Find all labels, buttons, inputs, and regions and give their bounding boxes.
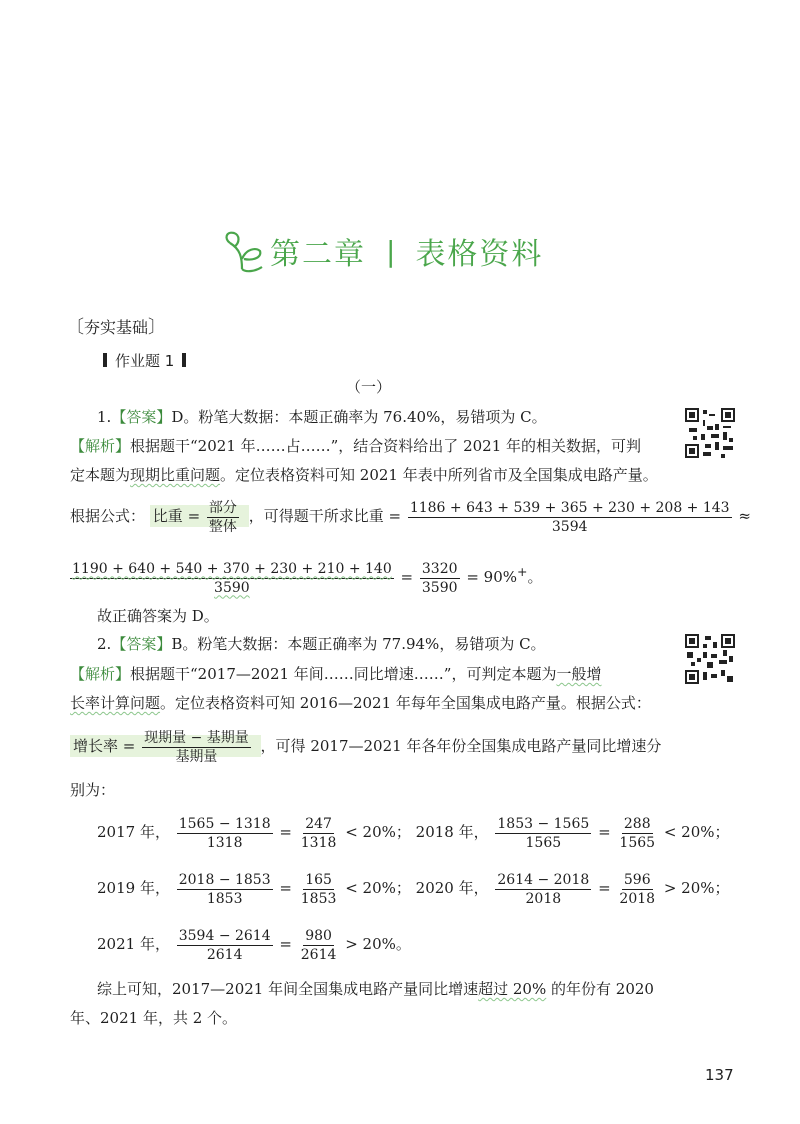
q2-analysis-line-1: 【解析】根据题干“2017—2021 年间……同比增速……”，可判定本题为一般增 — [70, 665, 602, 683]
analysis-tag: 【解析】 — [70, 665, 131, 683]
fraction-result: $\frac{3320}{3590}$ — [421, 560, 458, 596]
sprout-icon — [222, 229, 266, 273]
answer-tag: 【答案】 — [111, 408, 172, 426]
homework-marker-right — [182, 353, 186, 367]
q1-analysis-line-2: 定本题为现期比重问题。定位表格资料可知 2021 年表中所列省市及全国集成电路产量。 — [70, 466, 658, 484]
q1-formula-line: 根据公式： 比重 = $\frac{\text{部分}}{\text{整体}}$ ，可得题干所求比重 = $\frac{1186 + 643 + 539 + 365 + 230 + 208 + 143}{3594}$ ≈ — [70, 499, 751, 535]
section-heading — [66, 313, 166, 339]
page-number: 137 — [705, 1066, 734, 1084]
qr-code-icon — [685, 408, 735, 458]
q2-answer-line: 2.【答案】B。粉笔大数据：本题正确率为 77.94%，易错项为 C。 — [97, 635, 546, 653]
q1-problem-type: 现期比重问题 — [130, 466, 221, 484]
q2-summary-line-1: 综上可知，2017—2021 年间全国集成电路产量同比增速超过 20% 的年份有 2020 — [97, 980, 654, 998]
q2-summary-line-2: 年、2021 年，共 2 个。 — [70, 1009, 238, 1027]
analysis-tag: 【解析】 — [70, 437, 131, 455]
chapter-number: 第二章 — [270, 237, 366, 272]
q1-estimate-line: $\frac{1190 + 640 + 540 + 370 + 230 + 210 + 140}{3590}$ = $\frac{3320}{3590}$ = 90%+。 — [72, 560, 543, 596]
homework-marker-left — [103, 353, 107, 367]
calc-row: 2017 年， $\frac{1565 - 1318}{1318}$ = $\frac{247}{1318}$ < 20%； 2018 年， $\frac{1853 - 1565}{1565}$ = $\frac{288}{1565}$ < 20%； — [97, 815, 730, 851]
homework-heading — [95, 350, 194, 371]
q2-problem-type-start: 一般增 — [556, 665, 602, 683]
section-bracket-close: 〕 — [148, 317, 167, 338]
chapter-title: 表格资料 — [415, 237, 544, 272]
ratio-formula: 比重 = $\frac{\text{部分}}{\text{整体}}$ — [150, 505, 249, 527]
answer-tag: 【答案】 — [111, 635, 172, 653]
q1-analysis-line-1: 【解析】根据题干“2021 年……占……”，结合资料给出了 2021 年的相关数据，可判 — [70, 437, 642, 455]
chapter-header — [222, 226, 543, 276]
q1-answer-line: 1.【答案】D。粉笔大数据：本题正确率为 76.40%，易错项为 C。 — [97, 408, 547, 426]
q2-line-5: 别为： — [70, 781, 116, 799]
q2-formula-line: 增长率 = $\frac{\text{现期量 − 基期量}}{\text{基期量}}$ ，可得 2017—2021 年各年份全国集成电路产量同比增速分 — [70, 724, 661, 768]
calc-row: 2019 年， $\frac{2018 - 1853}{1853}$ = $\frac{165}{1853}$ < 20%； 2020 年， $\frac{2614 - 2018}{2018}$ = $\frac{596}{2018}$ > 20%； — [97, 871, 730, 907]
chapter-separator: | — [386, 234, 396, 268]
q1-conclusion: 故正确答案为 D。 — [97, 607, 219, 625]
subsection-number: （一） — [346, 378, 392, 396]
calc-row: 2021 年， $\frac{3594 - 2614}{2614}$ = $\frac{980}{2614}$ > 20%。 — [97, 927, 411, 963]
q2-threshold: 超过 20% — [478, 980, 547, 998]
section-title: 夯实基础 — [84, 318, 149, 337]
q2-analysis-line-2: 长率计算问题。定位表格资料可知 2016—2021 年每年全国集成电路产量。根据公式： — [70, 694, 651, 712]
section-bracket-open: 〔 — [66, 317, 84, 338]
fraction-sum-actual: $\frac{1186 + 643 + 539 + 365 + 230 + 208 + 143}{3594}$ — [409, 499, 730, 535]
homework-title: 作业题 1 — [115, 352, 175, 370]
growth-formula: 增长率 = $\frac{\text{现期量 − 基期量}}{\text{基期量}}$ — [70, 735, 261, 757]
q2-problem-type-end: 长率计算问题 — [70, 694, 161, 712]
fraction-sum-rounded: $\frac{1190 + 640 + 540 + 370 + 230 + 210 + 140}{3590}$ — [72, 560, 392, 596]
qr-code-icon — [685, 634, 735, 684]
